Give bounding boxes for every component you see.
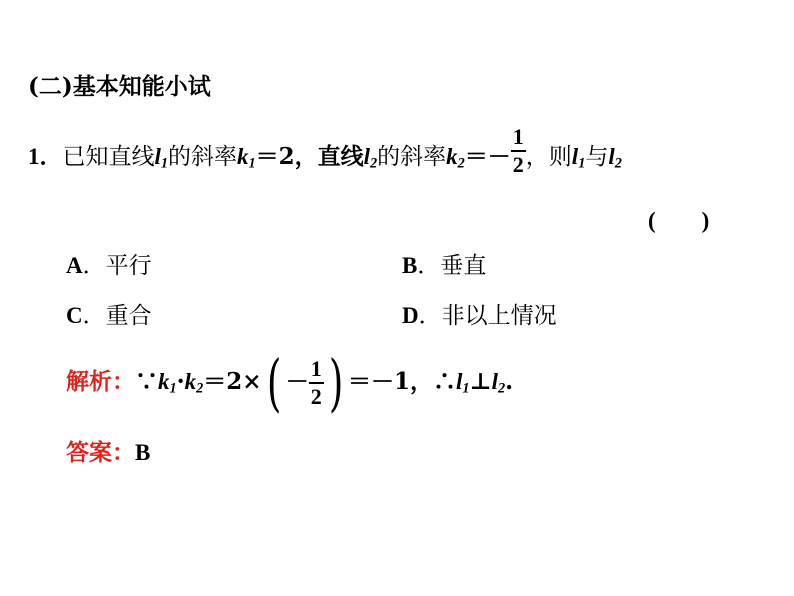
question-text-a: 已知直线: [62, 144, 155, 170]
question-text-e: 与: [585, 144, 609, 170]
solution-line: 解析：$\because k_1\cdot k_2=2\times$( － $\frac{1}{2}$ ) ＝－1，$\therefore l_1\perp l_2$.: [66, 346, 514, 419]
therefore-symbol: ∴: [432, 368, 456, 395]
question-number: 1．: [28, 144, 63, 169]
because-symbol: ∵: [135, 368, 158, 395]
answer-blank: ( ): [648, 208, 710, 233]
var-l1-second: $l_1$: [571, 144, 586, 172]
solution-fraction-half: $\frac{1}{2}$: [310, 356, 322, 409]
option-c: C．重合: [66, 303, 152, 329]
solution-eq: ＝2×: [203, 368, 262, 395]
left-paren: (: [266, 346, 281, 419]
perp-symbol: ⊥: [469, 368, 492, 395]
question-eq2: ＝－: [464, 143, 511, 170]
option-a: A．平行: [66, 253, 152, 279]
solution-label: 解析：: [66, 368, 135, 395]
var-k2: $k_2$: [446, 144, 465, 172]
question-text-c: 的斜率: [377, 144, 447, 170]
question-text-d: ，则: [525, 144, 572, 170]
question-eq1: ＝2，直线: [255, 143, 364, 170]
var-l2-second: $l_2$: [608, 144, 622, 172]
answer-value: B: [135, 440, 151, 465]
answer-label: 答案：: [66, 439, 135, 466]
section-title: (二)基本知能小试: [28, 73, 211, 100]
right-paren: ): [328, 346, 344, 419]
fraction-half: $\frac{1}{2}$: [512, 124, 524, 177]
answer-line: [66, 434, 150, 467]
question-text-b: 的斜率: [168, 144, 238, 170]
option-d: D．非以上情况: [402, 303, 557, 329]
var-l2: $l_2$: [363, 144, 378, 172]
question-line: [28, 124, 622, 177]
solution-result: ＝－1，: [347, 368, 433, 395]
var-k1: $k_1$: [237, 144, 256, 172]
option-b: B．垂直: [402, 253, 487, 279]
var-l1: $l_1$: [154, 144, 169, 172]
